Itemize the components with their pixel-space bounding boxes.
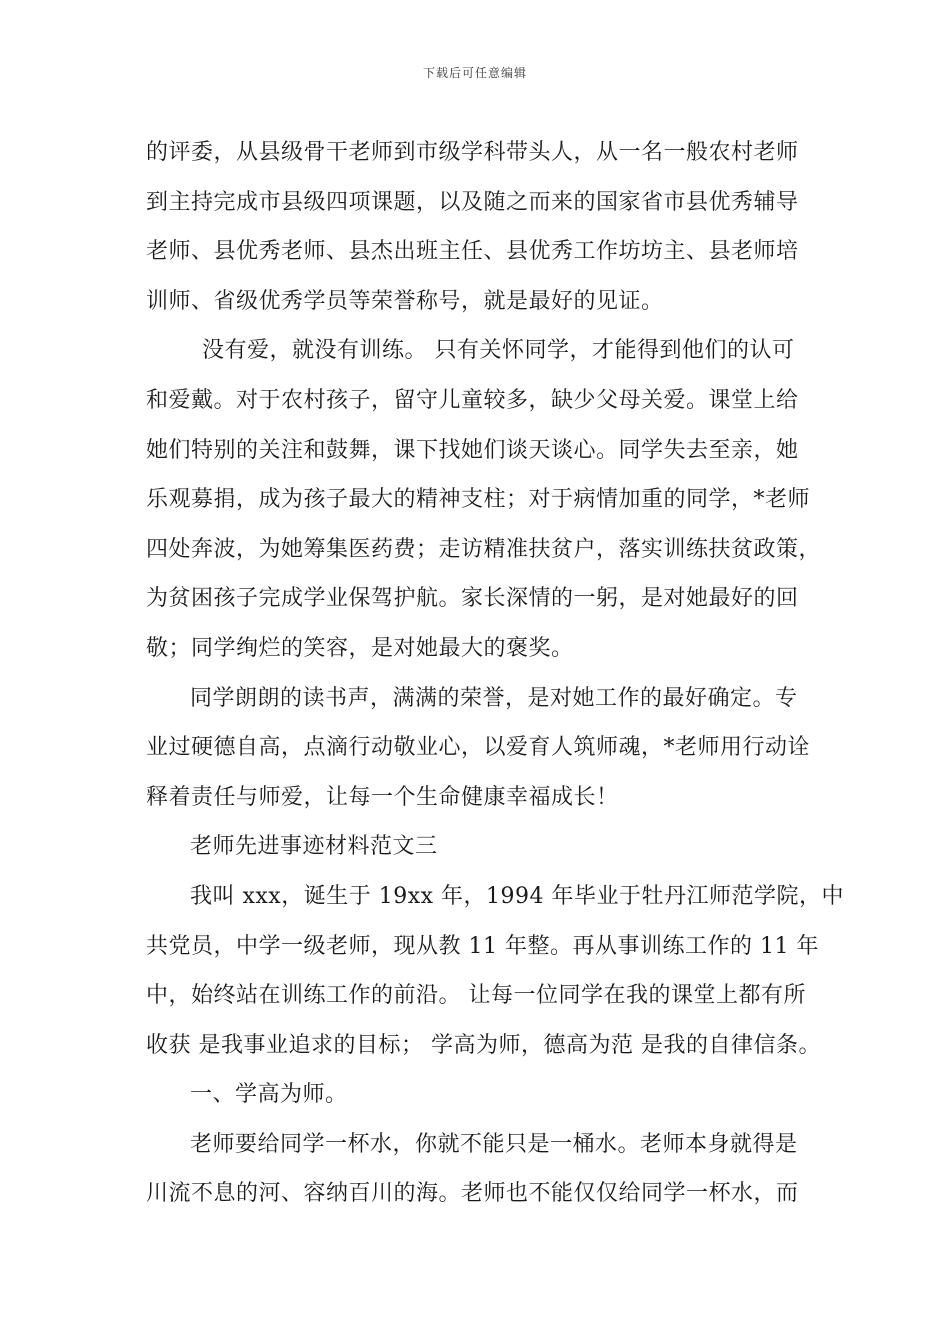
subheading-title: 一、学高为师。	[190, 1082, 348, 1108]
section-heading	[146, 822, 816, 872]
page-header: 下载后可任意编辑	[422, 66, 527, 80]
text-line: 训师、省级优秀学员等荣誉称号，就是最好的见证。	[146, 288, 664, 314]
document-body	[146, 128, 844, 1219]
paragraph-5	[146, 1120, 816, 1219]
text-line: 我叫 xxx，诞生于 19xx 年，1994 年毕业于牡丹江师范学院，中	[190, 883, 844, 909]
text-line: 乐观募捐，成为孩子最大的精神支柱；对于病情加重的同学，*老师	[146, 487, 811, 513]
text-line: 收获 是我事业追求的目标； 学高为师，德高为范 是我的自律信条。	[146, 1032, 821, 1058]
paragraph-2	[146, 326, 822, 673]
text-line: 的评委，从县级骨干老师到市级学科带头人，从一名一般农村老师	[146, 140, 799, 165]
section-title: 老师先进事迹材料范文三	[190, 834, 438, 860]
text-line: 她们特别的关注和鼓舞，课下找她们谈天谈心。同学失去至亲，她	[146, 437, 799, 463]
paragraph-3	[146, 674, 816, 823]
text-line: 同学朗朗的读书声，满满的荣誉，是对她工作的最好确定。专	[190, 685, 798, 711]
text-line: 共党员，中学一级老师，现从教 11 年整。再从事训练工作的 11 年	[146, 933, 819, 959]
text-line: 川流不息的河、容纳百川的海。老师也不能仅仅给同学一杯水，而	[146, 1181, 799, 1207]
text-line: 没有爱，就没有训练。 只有关怀同学，才能得到他们的认可	[202, 338, 795, 364]
paragraph-4	[146, 872, 844, 1070]
text-line: 中，始终站在训练工作的前沿。 让每一位同学在我的课堂上都有所	[146, 983, 806, 1009]
text-line: 四处奔波，为她筹集医药费；走访精准扶贫户，落实训练扶贫政策，	[146, 536, 822, 562]
text-line: 和爱戴。对于农村孩子，留守儿童较多，缺少父母关爱。课堂上给	[146, 387, 799, 413]
text-line: 老师要给同学一杯水，你就不能只是一桶水。老师本身就得是	[190, 1131, 798, 1157]
text-line: 释着责任与师爱，让每一个生命健康幸福成长！	[146, 784, 619, 810]
text-line: 敬；同学绚烂的笑容，是对她最大的褒奖。	[146, 635, 574, 661]
text-line: 业过硬德自高，点滴行动敬业心，以爱育人筑师魂，*老师用行动诠	[146, 735, 811, 761]
text-line: 老师、县优秀老师、县杰出班主任、县优秀工作坊坊主、县老师培	[146, 239, 799, 265]
text-line: 为贫困孩子完成学业保驾护航。家长深情的一躬，是对她最好的回	[146, 586, 799, 612]
paragraph-1	[146, 128, 816, 326]
text-line: 到主持完成市县级四项课题，以及随之而来的国家省市县优秀辅导	[146, 189, 799, 215]
subheading	[146, 1070, 816, 1120]
